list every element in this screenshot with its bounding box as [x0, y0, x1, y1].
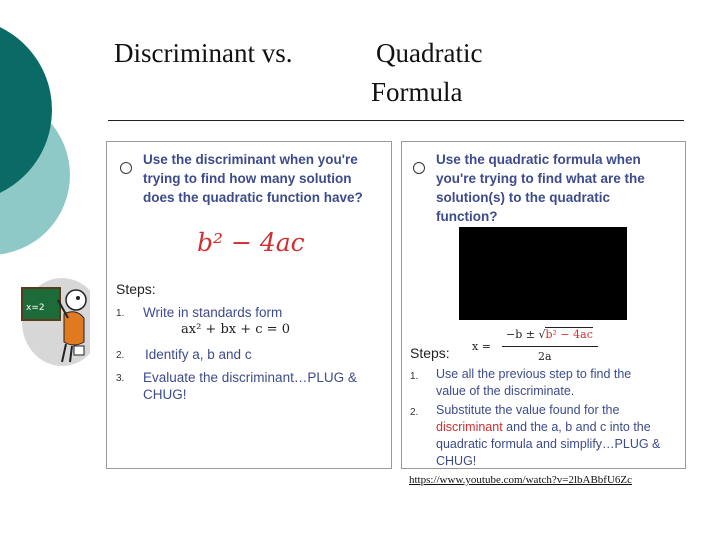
discriminant-panel — [106, 141, 392, 469]
step-number: 2. — [116, 350, 125, 361]
slide-title-left: Discriminant vs. — [114, 38, 293, 68]
quadratic-question: Use the quadratic formula when you're trying to find what are the solution(s) to the quadratic function? — [436, 152, 645, 224]
step-number: 3. — [116, 373, 125, 384]
youtube-link[interactable]: https://www.youtube.com/watch?v=2lbABbfU6Zc — [409, 474, 633, 486]
step-text: Evaluate the discriminant…PLUG & CHUG! — [143, 370, 357, 402]
title-divider — [108, 120, 684, 121]
step-number: 1. — [116, 308, 125, 319]
bullet-icon — [413, 162, 425, 174]
teacher-chalkboard-clipart — [18, 270, 90, 368]
svg-text:x=2: x=2 — [26, 303, 45, 313]
quadratic-formula-panel — [401, 141, 686, 469]
bullet-icon — [120, 162, 132, 174]
step-text: Substitute the value found for the discriminant and the a, b and c into the quadratic formula and simplify…PLUG & CHUG! — [436, 403, 661, 468]
step-text: Use all the previous step to find the value of the discriminate. — [436, 367, 632, 398]
steps-label: Steps: — [410, 345, 450, 361]
standard-form-equation: ax² + bx + c = 0 — [181, 322, 290, 337]
slide-title-right: Quadratic — [376, 38, 483, 68]
step-text: Write in standards form — [143, 305, 283, 320]
step-text: Identify a, b and c — [145, 347, 252, 362]
black-image-placeholder — [459, 227, 627, 320]
step-number: 2. — [410, 407, 419, 418]
discriminant-question: Use the discriminant when you're trying to find how many solution does the quadratic function have? — [143, 152, 363, 205]
step-number: 1. — [410, 371, 419, 382]
quadratic-formula: x = −b ± √b² − 4ac 2a — [472, 328, 612, 368]
decorative-circles — [0, 0, 110, 280]
steps-label: Steps: — [116, 281, 156, 297]
discriminant-formula: b² − 4ac — [197, 228, 305, 257]
slide-title-line2: Formula — [371, 77, 463, 107]
